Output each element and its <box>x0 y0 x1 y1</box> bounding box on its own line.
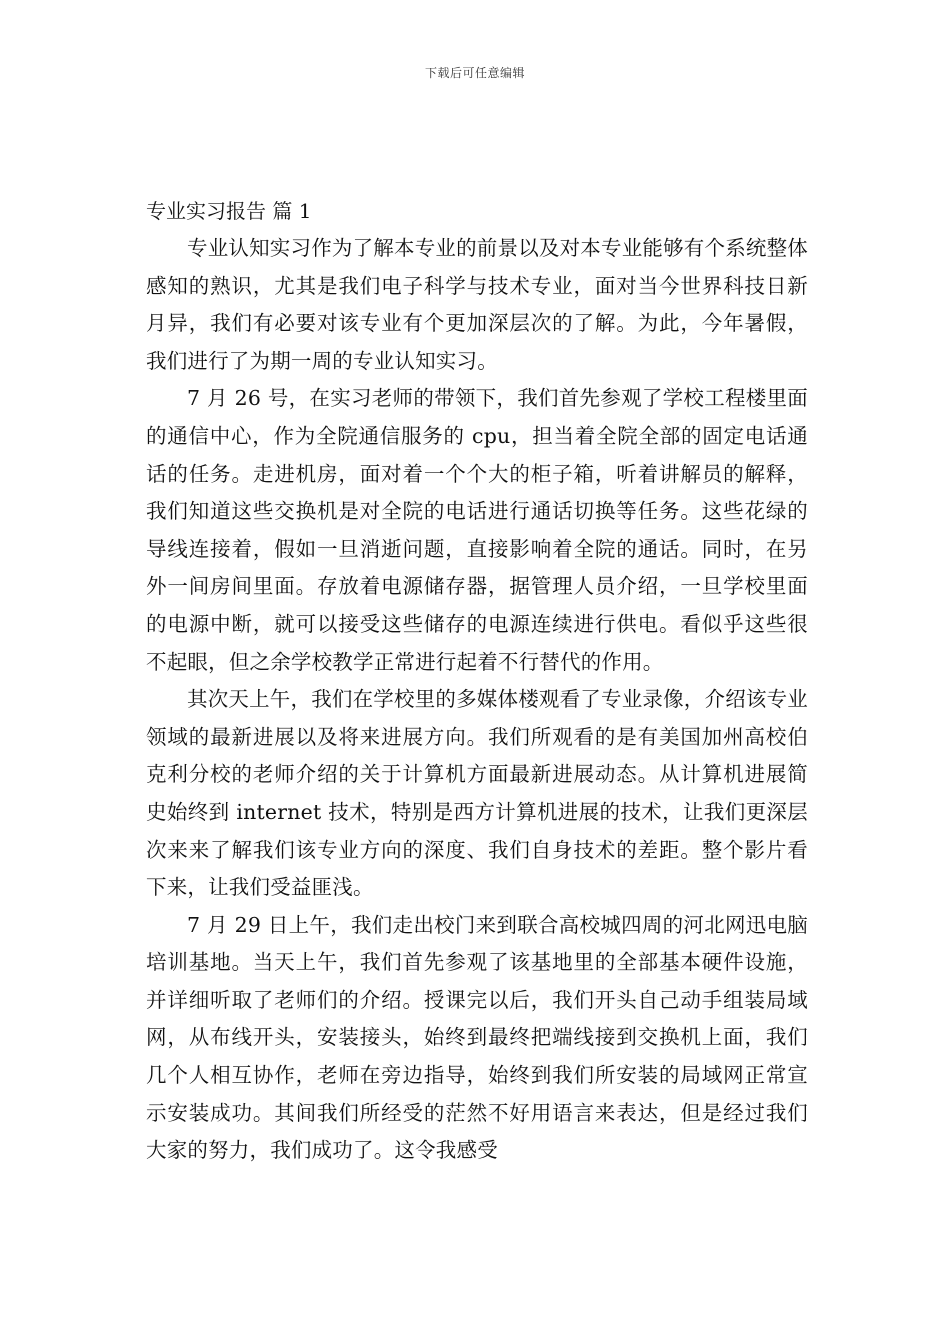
paragraph-intro: 专业认知实习作为了解本专业的前景以及对本专业能够有个系统整体感知的熟识，尤其是我们电子科学与技术专业，面对当今世界科技日新月异，我们有必要对该专业有个更加深层次的了解。为此，今年暑假，我们进行了为期一周的专业认知实习。 <box>146 236 808 373</box>
header-note: 下载后可任意编辑 <box>424 66 525 80</box>
paragraph-july-26: 7 月 26 号，在实习老师的带领下，我们首先参观了学校工程楼里面的通信中心，作为全院通信服务的 cpu，担当着全院全部的固定电话通话的任务。走进机房，面对着一个个大的柜子箱，听着讲解员的解释，我们知道这些交换机是对全院的电话进行通话切换等任务。这些花绿的导线连接着，假如一旦消逝问题，直接影响着全院的通话。同时，在另外一间房间里面。存放着电源储存器，据管理人员介绍，一旦学校里面的电源中断，就可以接受这些储存的电源连续进行供电。看似乎这些很不起眼，但之余学校教学正常进行起着不行替代的作用。 <box>146 386 808 674</box>
paragraph-july-29: 7 月 29 日上午，我们走出校门来到联合高校城四周的河北网迅电脑培训基地。当天上午，我们首先参观了该基地里的全部基本硬件设施，并详细听取了老师们的介绍。授课完以后，我们开头自己动手组装局域网，从布线开头，安装接头，始终到最终把端线接到交换机上面，我们几个人相互协作，老师在旁边指导，始终到我们所安装的局域网正常宣示安装成功。其间我们所经受的茫然不好用语言来表达，但是经过我们大家的努力，我们成功了。这令我感受 <box>146 912 808 1163</box>
document-title: 专业实习报告 篇 1 <box>146 199 312 223</box>
paragraph-second-day: 其次天上午，我们在学校里的多媒体楼观看了专业录像，介绍该专业领域的最新进展以及将来进展方向。我们所观看的是有美国加州高校伯克利分校的老师介绍的关于计算机方面最新进展动态。从计算机进展简史始终到 internet 技术，特别是西方计算机进展的技术，让我们更深层次来来了解我们该专业方向的深度、我们自身技术的差距。整个影片看下来，让我们受益匪浅。 <box>146 687 808 900</box>
document-body <box>146 192 808 1170</box>
